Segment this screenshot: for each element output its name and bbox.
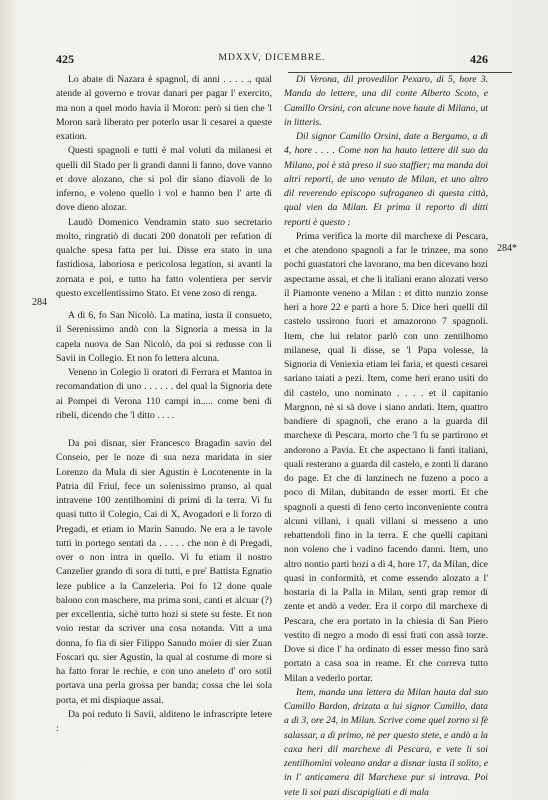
paragraph: Lo abate di Nazara è spagnol, di anni . . . . ., qual atende al governo e trovar danari per pagar l' exercito, ma non a quel modo havia il Moron: però si tien che 'l Moron sarà liberato per poterlo usar li cesarei a queste exation. [56, 74, 272, 142]
paragraph: Item, manda una lettera da Milan hauta dal suo Camillo Bardon, drizata a lui signor Camillo, data a dì 3, ore 24, in Milan. Scrive come quel zorno si fè salassar, a dì primo, nè per questo stete, e andò a la caxa heri dil marchexe di Pescara, e vete li soi zentilhomini voleano andar a disnar iusta il solito, e in l' anticamera dil Marchexe pur si intrava. Poi vete li soi pazi discapigliati e di mala [284, 686, 488, 798]
paragraph: Dil signor Camillo Orsini, date a Bergamo, a dì 4, hore . . . . Come non ha hauto lettere dil suo da Milano, poi è stà preso il suo staffier; ma manda doi altri reporti, de uno venuto de Milan, et uno altro dil reverendo episcopo sufraganeo di questa città, qual vien da Milan. Et prima il reporto di ditti reporti è questo : [284, 131, 488, 228]
left-column [56, 73, 272, 736]
paragraph: Laudò Domenico Vendramin stato suo secretario molto, ringratiò di ducati 200 donatoli per refation di qualche spesa fatta per lui. Disse era stato in una fastidiosa, laboriosa e pericolosa legation, si avanti la zornata e poi, e tutto ha fatto volentiera per servir questo excellentissimo Stato. Et vene zoso di renga. [56, 216, 272, 299]
paragraph: Da poi disnar, sier Francesco Bragadin savio del Conseio, per le noze di sua neza maridata in sier Lorenzo da Mula di sier Agustin è Locotenente in la Patria dil Friul, fece un solenissimo pranso, al qual intravene 100 zentilhomini di primi di la terra. Vi fu quasi tutto il Colegio, Cai di X, Avogadori e li forzo di Pregadi, et etiam io Marin Sanudo. Ne era a le tavole tutti in portego sentati da . . . . . che non è di Pregadi, over o non intra in quello. Vi fu etiam il nostro Canzelier grando di sora di tutti, e pre' Battista Egnatio leze publice a la Canzeleria. Poi fo 12 done quale balono con maschere, ma prima soni, canti et alcuar (?) per excellentia, sichè tutto hozi si stete su feste. Et non voio restar da scriver una cosa notanda. Vitt a una donna, fo fia di sier Filippo Sanudo moier di sier Zuan Foscari qu. sier Agustin, la qual al costume di more si ha fatto forar le rechie, e con uno aneleto d' oro sotil portava una perla grossa per banda; cossa che lei sola porta, et mi dispiaque assai. [56, 438, 272, 706]
page-number-right: 426 [470, 52, 488, 66]
right-column [284, 73, 488, 800]
paragraph: Questi spagnoli e tutti è mal voluti da milanesi et quelli dil Stado per li grandi danni li fanno, dove vanno et dove alozano, che si pol dir siano diavoli de lo inferno, e voleno quello i vol e hanno ben l' arte di dove dieno alozar. [56, 145, 272, 214]
paragraph: Da poi reduto li Savii, alditeno le infrascripte letere : [56, 708, 272, 734]
margin-note-right: 284* [497, 243, 517, 254]
page-header [56, 52, 488, 68]
page-number-left: 425 [56, 52, 74, 66]
running-title: MDXXV, DICEMBRE. [218, 53, 326, 63]
paragraph: Veneno in Colegio li oratori di Ferrara et Mantoa in recomandation di uno . . . . . . del qual la Signoria dete ai Pompei di Verona 110 campi in..... come beni di ribeli, dicendo che 'l ditto . . . . [56, 367, 272, 421]
margin-note-left: 284 [32, 297, 47, 308]
paragraph: Prima verifica la morte dil marchexe di Pescara, et che atendono spagnoli a far le trinzee, ma sono pochi guastatori che lavorano, ma ben dicevano hozi aspectarne assai, et che li italiani erano alozati verso il Piamonte veneno a Milan : et ditto nunzio zonse heri a hore 22 e partì a hore 5. Dice heri quelli dil castelo ussirono fuori et amazorono 7 spagnoli. Item, che lui relator parlò con uno zentilhomo milanese, qual li disse, se 'l Papa volesse, la Signoria di Veniexia etiam lei faria, et questi cesarei sariano taiati a pezi. Item, come heri erano usiti do dil castelo, uno nominato . . . . et il capitanio Margnon, nè si sà dove i siano andati. Item, quattro bandiere di spagnoli, che erano a la guarda dil marchexe di Pescara, morto che 'l fu se partirono et andorono a Pavia. Et che aspectano li fanti italiani, quali resterano a guarda dil castelo, e zonti li darano do page. Et che di lanzinech ne fuzeno a poco a poco di Milan, dubitando de esser morti. Et che spagnoli a questi di feno certo inconveniente contra alcuni villani, i quali villani si messeno a uno rebattendoli fino in la terra. E che quelli capitani non voleno che i vadino facendo danni. Item, uno altro nontio partì hozi a dì 4, hore 17, da Milan, dice quasi in conformità, et come essendo alozato a l' hostaria di la Palla in Milan, senti grap remor di zente et andò a veder. Era il corpo dil marchexe di Pescara, che era portato in la chiesia di San Piero vestito di negro a modo di essi frati con assà torze. Dove si dice l' ha ordinato di esser messo fino sarà portato a casa soa in reame. Et che correva tutto Milan a vederlo portar. [284, 230, 488, 684]
paragraph: A dì 6, fo San Nicolò. La matina, iusta il consueto, il Serenissimo andò con la Signoria a messa in la capela nuova de San Nicolò, da poi si redusse con li Savii in Collegio. Et non fo lettera alcuna. [56, 310, 272, 364]
paragraph: Di Verona, dil provedilor Pexaro, di 5, hore 3. Manda do lettere, una dil conte Alberto Scoto, e Camillo Orsini, con alcune nove haute di Milano, ut in litteris. [284, 74, 488, 128]
